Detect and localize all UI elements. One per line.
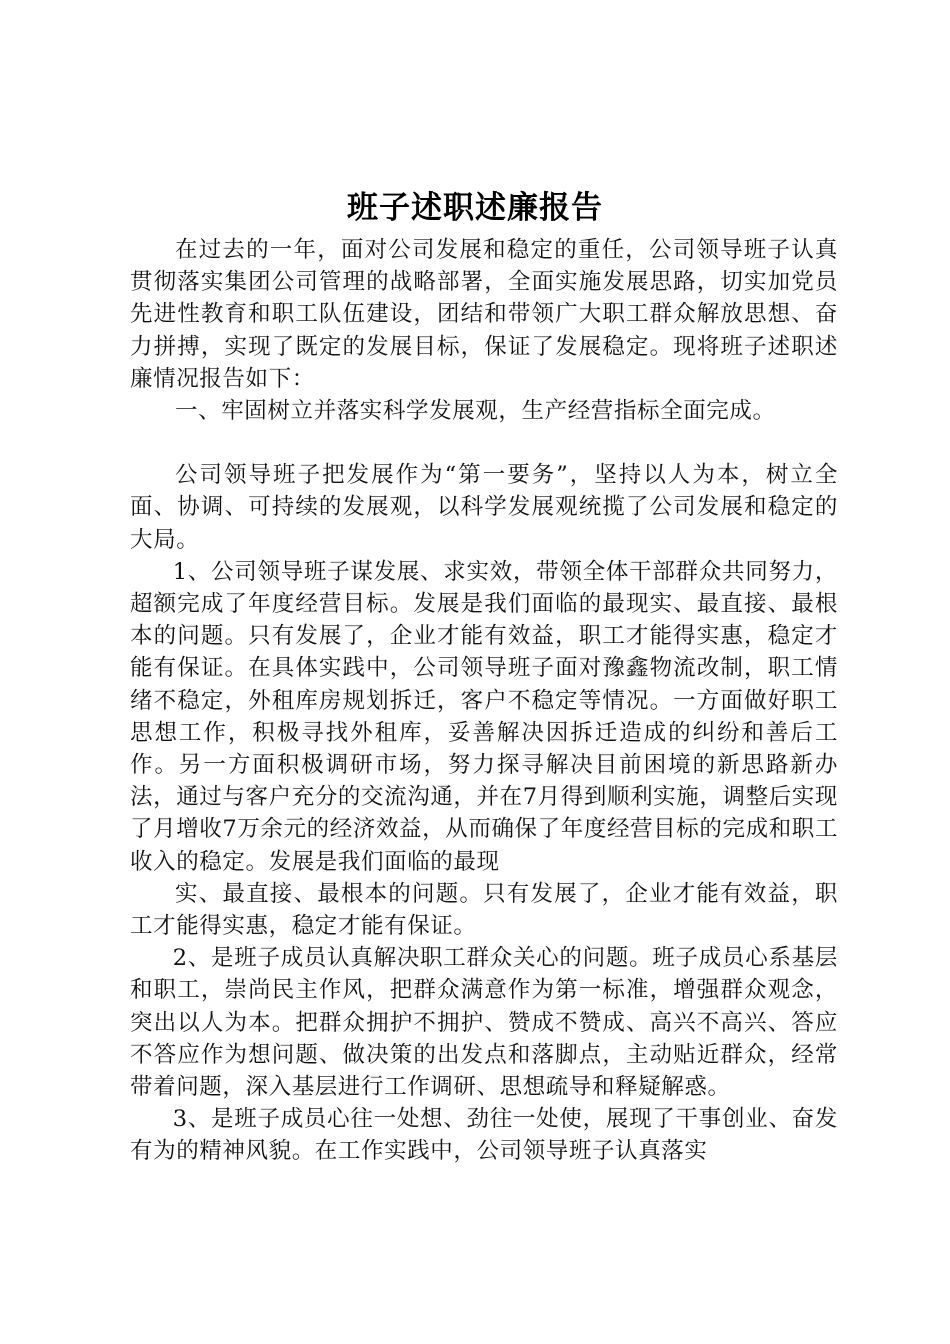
paragraph-intro: 在过去的一年，面对公司发展和稳定的重任，公司领导班子认真贯彻落实集团公司管理的战略部署，全面实施发展思路，切实加党员先进性教育和职工队伍建设，团结和带领广大职工群众解放思想、奋力拼搏，实现了既定的发展目标，保证了发展稳定。现将班子述职述廉情况报告如下： [130,237,838,392]
paragraph-item-2: 2、是班子成员认真解决职工群众关心的问题。班子成员心系基层和职工，崇尚民主作风，把群众满意作为第一标准，增强群众观念，突出以人为本。把群众拥护不拥护、赞成不赞成、高兴不高兴、答应不答应作为想问题、做决策的出发点和落脚点，主动贴近群众，经常带着问题，深入基层进行工作调研、思想疏导和释疑解惑。 [130,945,838,1101]
paragraph-item-1-continued: 实、最直接、最根本的问题。只有发展了，企业才能有效益，职工才能得实惠，稳定才能有保证。 [130,880,838,940]
document-body [130,234,838,1168]
paragraph-item-3: 3、是班子成员心往一处想、劲往一处使，展现了干事创业、奋发有为的精神风貌。在工作实践中，公司领导班子认真落实 [130,1106,838,1165]
section-heading-1: 一、牢固树立并落实科学发展观，生产经营指标全面完成。 [175,398,776,425]
paragraph-item-1: 1、公司领导班子谋发展、求实效，带领全体干部群众共同努力，超额完成了年度经营目标。发展是我们面临的最现实、最直接、最根本的问题。只有发展了，企业才能有效益，职工才能得实惠，稳定才能有保证。在具体实践中，公司领导班子面对豫鑫物流改制，职工情绪不稳定，外租库房规划拆迁，客户不稳定等情况。一方面做好职工思想工作，积极寻找外租库，妥善解决因拆迁造成的纠纷和善后工作。另一方面积极调研市场，努力探寻解决目前困境的新思路新办法，通过与客户充分的交流沟通，并在7月得到顺利实施，调整后实现了月增收7万余元的经济效益，从而确保了年度经营目标的完成和职工收入的稳定。发展是我们面临的最现 [130,558,838,875]
document-title: 班子述职述廉报告 [347,190,603,226]
paragraph-development: 公司领导班子把发展作为“第一要务”，坚持以人为本，树立全面、协调、可持续的发展观，以科学发展观统揽了公司发展和稳定的大局。 [130,462,838,553]
